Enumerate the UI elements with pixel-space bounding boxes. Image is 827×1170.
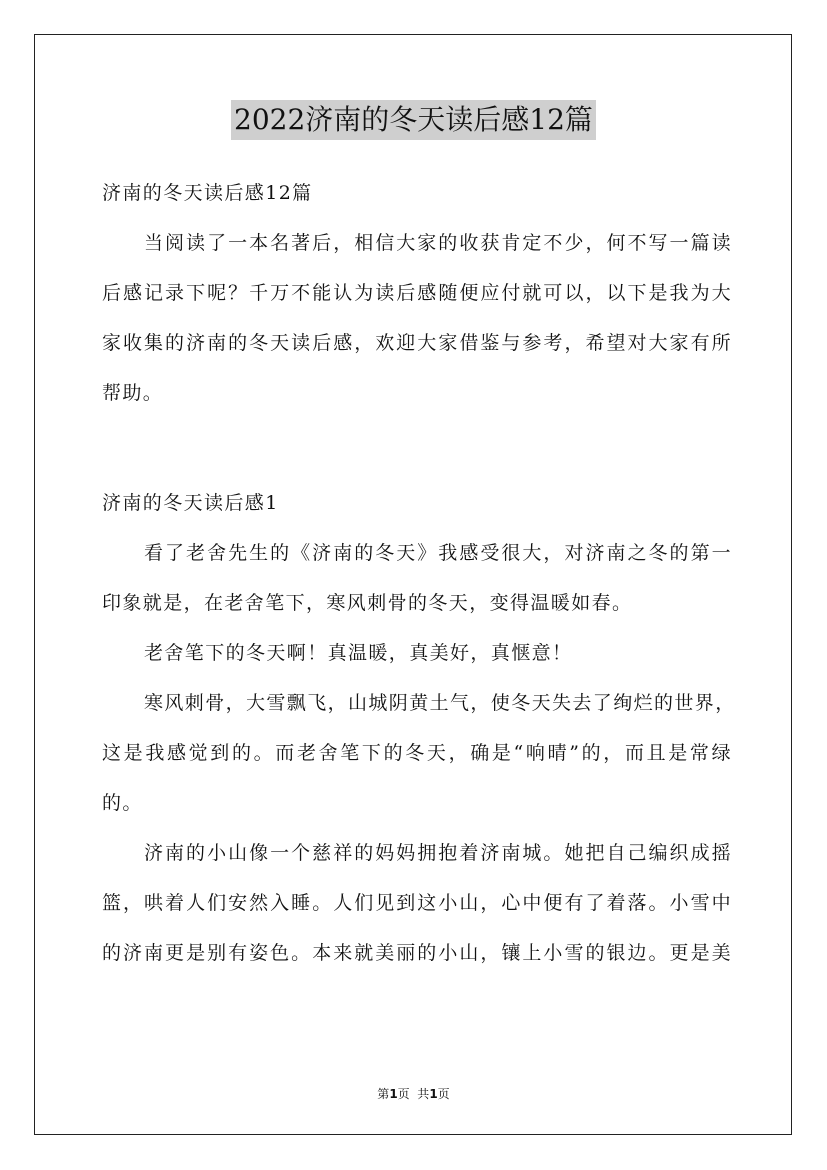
intro-paragraph [102, 218, 732, 418]
title-container [0, 100, 827, 140]
footer-total-pages: 1 [429, 1087, 438, 1101]
paragraph [102, 628, 732, 678]
text-line: 寒风刺骨，大雪飘飞，山城阴黄土气，使冬天失去了绚烂的世界， [144, 692, 736, 714]
text-line: 的济南更是别有姿色。本来就美丽的小山，镶上小雪的银边。更是美 [102, 942, 732, 964]
text-line: 看了老舍先生的《济南的冬天》我感受很大，对济南之冬的第一 [144, 542, 732, 564]
footer-suffix: 页 [437, 1087, 450, 1101]
text-line: 帮助。 [102, 382, 164, 404]
document-title: 2022济南的冬天读后感12篇 [231, 100, 596, 140]
text-line: 后感记录下呢？千万不能认为读后感随便应付就可以，以下是我为大 [102, 282, 732, 304]
text-line: 篮，哄着人们安然入睡。人们见到这小山，心中便有了着落。小雪中 [102, 892, 732, 914]
document-body [102, 168, 736, 978]
text-line: 当阅读了一本名著后，相信大家的收获肯定不少，何不写一篇读 [144, 232, 732, 254]
paragraph [102, 528, 732, 628]
paragraph [102, 678, 736, 828]
text-line: 家收集的济南的冬天读后感，欢迎大家借鉴与参考，希望对大家有所 [102, 332, 732, 354]
section-heading: 济南的冬天读后感1 [102, 492, 279, 514]
text-line: 老舍笔下的冬天啊！真温暖，真美好，真惬意！ [144, 642, 573, 664]
text-line: 印象就是，在老舍笔下，寒风刺骨的冬天，变得温暖如春。 [102, 592, 633, 614]
text-line: 这是我感觉到的。而老舍笔下的冬天，确是“响晴”的，而且是常绿 [102, 742, 732, 764]
document-subtitle: 济南的冬天读后感12篇 [102, 182, 313, 204]
footer-page-number: 1 [389, 1087, 398, 1101]
text-line: 济南的小山像一个慈祥的妈妈拥抱着济南城。她把自己编织成摇 [144, 842, 732, 864]
section-gap [102, 418, 732, 478]
paragraph [102, 828, 732, 978]
footer-prefix: 第 [377, 1087, 390, 1101]
footer-mid: 页 共 [397, 1087, 430, 1101]
page-footer [0, 1085, 827, 1102]
text-line: 的。 [102, 792, 143, 814]
